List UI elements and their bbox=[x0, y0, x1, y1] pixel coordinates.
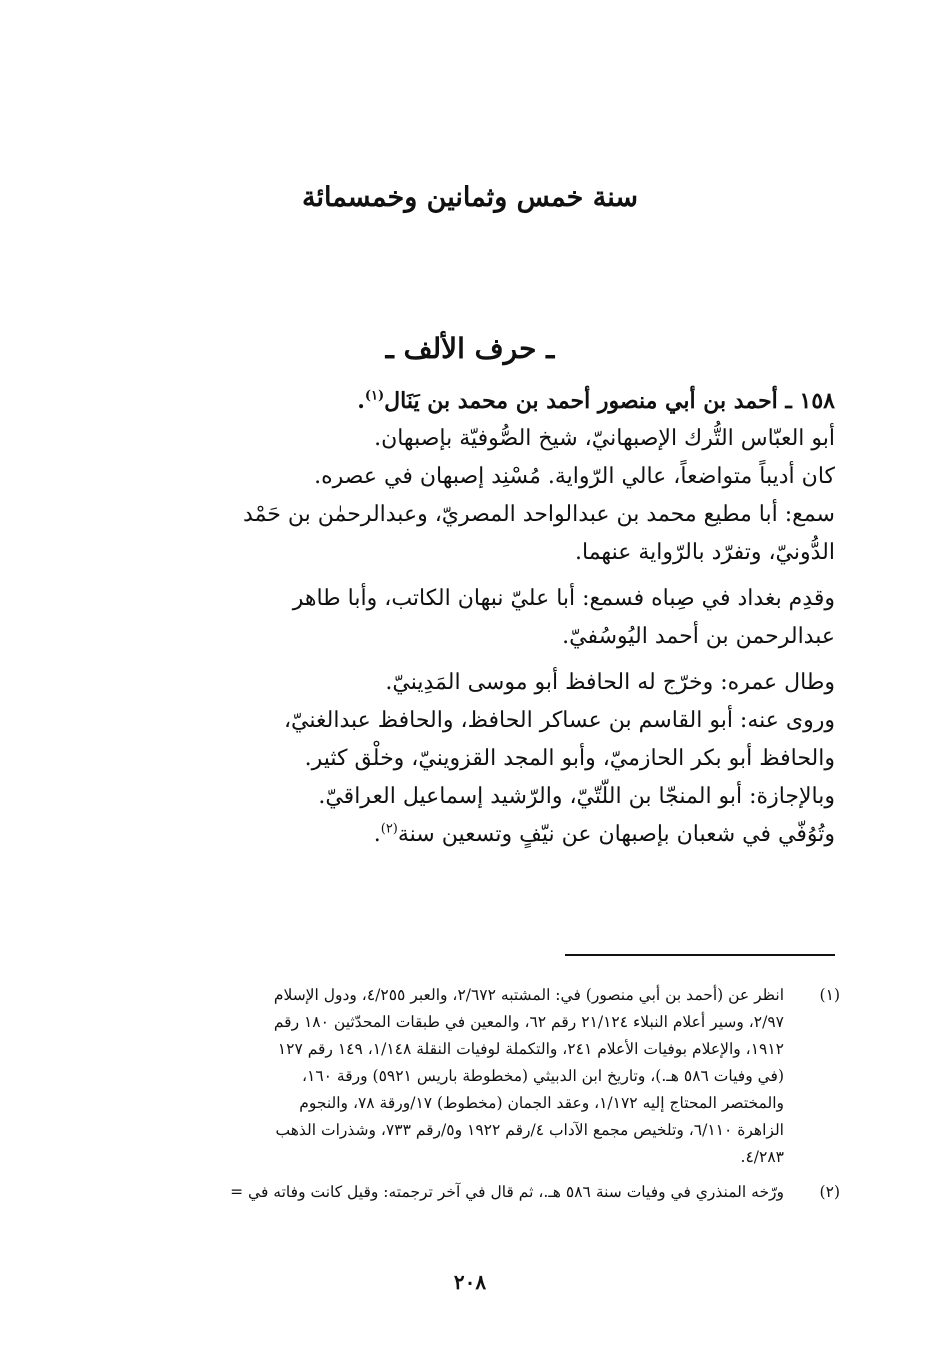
entry-last-end: . bbox=[373, 822, 381, 847]
page-number: ٢٠٨ bbox=[453, 1270, 487, 1294]
footnote-line: ورّخه المنذري في وفيات سنة ٥٨٦ هـ.، ثم قال في آخر ترجمته: وقيل كانت وفاته في = bbox=[230, 1183, 784, 1201]
footnote-1 bbox=[100, 982, 840, 1171]
entry-last-text: وتُوُفّي في شعبان بإصبهان عن نيّفٍ وتسعين سنة bbox=[397, 822, 835, 847]
footnote-line: (في وفيات ٥٨٦ هـ.)، وتاريخ ابن الدبيثي (مخطوطة باريس ٥٩٢١) ورقة ١٦٠، bbox=[301, 1067, 784, 1085]
footnote-number: (٢) bbox=[819, 1183, 840, 1201]
footnote-line: والمختصر المحتاج إليه ١/١٧٢، وعقد الجمان (مخطوط) ١٧/ورقة ٧٨، والنجوم bbox=[299, 1094, 784, 1112]
entry-line: وبالإجازة: أبو المنجّا بن اللّتّيّ، والرّشيد إسماعيل العراقيّ. bbox=[318, 784, 835, 809]
footnote-number: (١) bbox=[819, 986, 840, 1004]
entry-lead-text: ١٥٨ ـ أحمد بن أبي منصور أحمد بن محمد بن يَنَال bbox=[384, 388, 835, 414]
entry-line: الدُّونيّ، وتفرّد بالرّواية عنهما. bbox=[575, 540, 835, 565]
entry-line: والحافظ أبو بكر الحازميّ، وأبو المجد القزوينيّ، وخلْق كثير. bbox=[304, 746, 835, 771]
footnote-ref-2: (٢) bbox=[380, 821, 398, 837]
entry-lead bbox=[103, 382, 835, 420]
entry-line: سمع: أبا مطيع محمد بن عبدالواحد المصريّ، وعبدالرحمٰن بن حَمْد bbox=[243, 502, 835, 527]
entry-lead-end: . bbox=[357, 388, 365, 414]
entry-line: وروى عنه: أبو القاسم بن عساكر الحافظ، والحافظ عبدالغنيّ، bbox=[283, 708, 835, 733]
entry-body bbox=[103, 382, 835, 854]
entry-line: وقدِم بغداد في صِباه فسمع: أبا عليّ نبهان الكاتب، وأبا طاهر bbox=[292, 586, 835, 611]
footnote-2 bbox=[100, 1179, 840, 1206]
entry-line: أبو العبّاس التُّرك الإصبهانيّ، شيخ الصُّوفيّة بإصبهان. bbox=[374, 426, 835, 451]
footnote-divider bbox=[565, 954, 835, 956]
chapter-title: سنة خمس وثمانين وخمسمائة bbox=[301, 182, 639, 213]
footnotes bbox=[100, 982, 840, 1214]
footnote-line: ٤/٢٨٣. bbox=[740, 1148, 784, 1166]
footnote-line: الزاهرة ٦/١١٠، وتلخيص مجمع الآداب ٤/رقم ١٩٢٢ و٥/رقم ٧٣٣، وشذرات الذهب bbox=[275, 1121, 784, 1139]
section-heading: ـ حرف الألف ـ bbox=[385, 332, 555, 365]
entry-last-line bbox=[103, 816, 835, 854]
footnote-line: ٢/٩٧، وسير أعلام النبلاء ٢١/١٢٤ رقم ٦٢، والمعين في طبقات المحدّثين ١٨٠ رقم bbox=[273, 1013, 784, 1031]
footnote-line: ١٩١٢، والإعلام بوفيات الأعلام ٢٤١، والتكملة لوفيات النقلة ١/١٤٨، ١٤٩ رقم ١٢٧ bbox=[277, 1040, 784, 1058]
footnote-line: انظر عن (أحمد بن أبي منصور) في: المشتبه ٢/٦٧٢، والعبر ٤/٢٥٥، ودول الإسلام bbox=[273, 986, 784, 1004]
entry-line: وطال عمره: وخرّج له الحافظ أبو موسى المَدِينيّ. bbox=[385, 670, 835, 695]
footnote-ref-1: (١) bbox=[364, 388, 385, 404]
entry-line: كان أديباً متواضعاً، عالي الرّواية. مُسْنِد إصبهان في عصره. bbox=[314, 464, 835, 489]
entry-line: عبدالرحمن بن أحمد اليُوسُفيّ. bbox=[562, 624, 835, 649]
